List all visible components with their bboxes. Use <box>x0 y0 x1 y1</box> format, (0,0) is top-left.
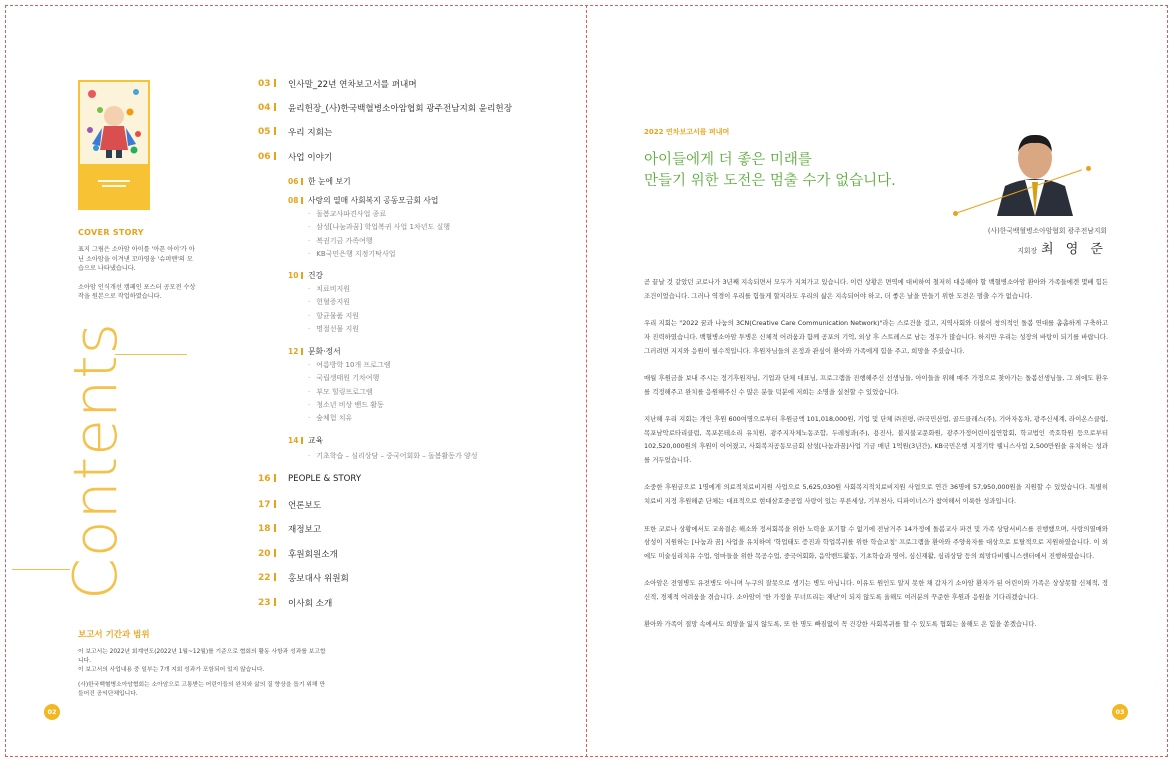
toc-label: 홍보대사 위원회 <box>288 574 349 584</box>
toc-subitem[interactable]: 06 한 눈에 보기 <box>288 177 351 186</box>
letter-paragraph: 또한 코로나 상황에서도 교육결손 해소와 정서회복을 위한 노력을 포기할 수 없기에 전남거주 14가정에 돌봄교사 파견 및 가족 상담서비스를 진행했으며, 사랑의열매와 삼성이 지원하는 [나눔과 꿈] 사업을 유치하여 '학업태도 증진과 학업복귀를 위한 학습코칭' 프로그램을 환아와 주양육자를 대상으로 토탈적으로 지원하였습니다. 이 외에도 미술심리치유 수업, 엄마들을 위한 목공수업, 중국어회화, 음악밴드활동, 기초학습과 영어, 심신재활, 심리상담 등의 희망다비웰니스센터에서 진행하였습니다. <box>644 524 1108 560</box>
page-number: 02 <box>44 704 60 720</box>
toc-bullet: · 국립생태원 기차여행 <box>308 372 390 385</box>
toc-label: 재정보고 <box>288 525 322 535</box>
decorative-dot <box>1086 166 1091 171</box>
report-period-title: 보고서 기간과 범위 <box>78 630 150 640</box>
toc-bullet: · KB국민은행 지정기탁사업 <box>308 248 450 261</box>
toc-bullet: · 복권기금 가족여행 <box>308 235 450 248</box>
letter-paragraph: 매월 후원금을 보내 주시는 정기후원자님, 기업과 단체 대표님, 프로그램을 진행해주신 선생님들, 아이들을 위해 매주 가정으로 찾아가는 돌봄선생님들, 그 외에도 환우를 걱정해주고 완치를 응원해주신 수 많은 분들 덕분에 저희는 소명을 실천할 수 있었습니다. <box>644 373 1108 396</box>
toc-subitem[interactable]: 08 사랑의 열매 사회복지 공동모금회 사업 <box>288 196 439 205</box>
toc-label: PEOPLE & STORY <box>288 474 362 484</box>
letter-paragraph: 환아와 가족이 절망 속에서도 희망을 잃지 않도록, 또 한 명도 빠짐없이 꼭 건강한 사회복귀를 할 수 있도록 협회는 올해도 온 힘을 쏟겠습니다. <box>644 620 1037 629</box>
toc-label: 이사회 소개 <box>288 599 333 609</box>
toc-bullet: · 삼성[나눔과꿈] 학업복귀 사업 1차년도 실행 <box>308 221 450 234</box>
toc-label: 윤리헌장_(사)한국백혈병소아암협회 광주전남지회 윤리헌장 <box>288 104 513 114</box>
toc-subitem[interactable]: 10 건강 <box>288 271 324 280</box>
cover-story-title: COVER STORY <box>78 228 144 237</box>
toc-bullet: · 부모 힐링프로그램 <box>308 386 390 399</box>
decorative-dot <box>953 211 958 216</box>
toc-sublabel: 한 눈에 보기 <box>308 177 351 186</box>
toc-subitem[interactable]: 12 문화·정서 <box>288 347 341 356</box>
letter-paragraph: 소중한 후원금으로 1명에게 의료적치료비지원 사업으로 5,625,030원 사회복지적치료비지원 사업으로 연간 36명에 57,950,000원을 지원할 수 있었습니다. 특별히 치료비 지정 후원해준 단체는 대표적으로 현대삼호중공업 사랑이 있는 푸른세상, 기부천사, 디파이너스가 참여해서 이룩한 성과입니다. <box>644 483 1108 506</box>
contents-heading: Contents <box>61 322 131 600</box>
toc-bullet: · 헌혈증지원 <box>308 296 359 309</box>
toc-label: 후원회원소개 <box>288 550 338 560</box>
toc-bullet: · 항균물품 지원 <box>308 310 359 323</box>
toc-bullet: · 돌봄교사파견사업 종료 <box>308 208 450 221</box>
toc-bullet: · 여름방학 10개 프로그램 <box>308 359 390 372</box>
toc-item[interactable]: 20 후원회원소개 <box>258 549 338 560</box>
toc-bullet-list <box>308 283 359 336</box>
toc-label: 언론보도 <box>288 501 322 511</box>
signer-name: 최 영 준 <box>1041 242 1107 257</box>
letter-paragraph: 곧 끝날 것 같았던 코로나가 3년째 지속되면서 모두가 지쳐가고 있습니다. 이런 상황은 면역에 대비하여 철저히 대응해야 할 백혈병소아암 환아와 가족들에겐 몇배 힘든 조건이었습니다. 그러나 역경이 우리를 힘들게 할지라도 우리의 삶은 지속되어야 하고, 더 좋은 날을 만들기 위한 도전은 멈출 수가 없습니다. <box>644 278 1108 300</box>
cover-thumbnail <box>78 80 150 210</box>
toc-item[interactable]: 17 언론보도 <box>258 500 322 511</box>
toc-item[interactable]: 16 PEOPLE & STORY <box>258 474 362 484</box>
page-number: 03 <box>1112 704 1128 720</box>
toc-sublabel: 문화·정서 <box>308 347 341 356</box>
toc-bullet: · 청소년 비상 밴드 활동 <box>308 399 390 412</box>
toc-item[interactable]: 05 우리 지회는 <box>258 127 333 138</box>
toc-item[interactable]: 18 재정보고 <box>258 524 322 535</box>
toc-item[interactable]: 03 인사말_22년 연차보고서를 펴내며 <box>258 79 417 90</box>
toc-item[interactable]: 04 윤리헌장_(사)한국백혈병소아암협회 광주전남지회 윤리헌장 <box>258 103 513 114</box>
toc-sublabel: 사랑의 열매 사회복지 공동모금회 사업 <box>308 196 439 205</box>
toc-item[interactable]: 06 사업 이야기 <box>258 152 333 163</box>
cover-story-text <box>78 245 198 311</box>
toc-bullet-list <box>308 450 478 463</box>
toc-subitem[interactable]: 14 교육 <box>288 436 324 445</box>
cover-story-paragraph: 소아암 인식개선 캠페인 포스터 공모전 수상작을 원본으로 작업하였습니다. <box>78 283 196 300</box>
toc-sublabel: 건강 <box>308 271 324 280</box>
signer <box>1017 238 1107 257</box>
report-period-text: 이 보고서는 2022년 회계연도(2022년 1월~12월)를 기준으로 협회의 활동 사항과 성과를 보고합니다. 이 보고서의 사업내용 중 일부는 7개 지회 성과가 포함되어 있지 않습니다. (사)한국백혈병소아암협회는 소아암으로 고통받는 어린이들의 완치와 삶의 질 향상을 돕기 위해 만들어진 공익단체입니다. <box>78 649 326 697</box>
toc-label: 우리 지회는 <box>288 128 333 138</box>
toc-item[interactable]: 22 홍보대사 위원회 <box>258 573 349 584</box>
toc-bullet-list <box>308 359 390 425</box>
toc-item[interactable]: 23 이사회 소개 <box>258 598 333 609</box>
letter-headline: 아이들에게 더 좋은 미래를 만들기 위한 도전은 멈출 수가 없습니다. <box>644 152 896 189</box>
letter-paragraph: 우리 지회는 "2022 꿈과 나눔의 3CN(Creative Care Communication Network)"라는 스로건을 걸고, 지역사회와 더불어 창의적인 돌봄 연대를 촘촘하게 구축하고자 진력하였습니다. 백혈병소아암 투병은 신체적 어려움과 함께 공포의 기억, 외상 후 스트레스로 남는 경우가 많습니다. 하지만 우리는 성장의 바탕이 되기를 바랍니다. 그러려면 지지와 응원이 필수적입니다. 후원자님들의 온정과 관심이 환아와 가족에게 힘을 주고, 희망을 주셨습니다. <box>644 319 1108 355</box>
toc-label: 사업 이야기 <box>288 153 333 163</box>
cover-story-paragraph: 표지 그림은 소아암 아이를 '아픈 아이'가 아닌 소아암을 이겨낸 꼬마영웅 '슈퍼맨'의 모습으로 나타냈습니다. <box>78 246 195 272</box>
letter-paragraph: 지난해 우리 지회는 개인 후원 600여명으로부터 후원금액 101,018,000원, 기업 및 단체 ㈜진평, ㈜국민산업, 골드클래스(주), 기아자동차, 광주신세계, 라이온스클럽, 목포남악로타리클럽, 목포몬테소리 유치원, 광주지자체노동조합, 두레청과(주), 용진사, 불지불교문화원, 광주가정어린이집연합회, 학교법인 죽호학원 등으로부터 102,520,000원의 후원이 이어졌고, 사회복지공동모금회 삼성[나눔과꿈]사업 기금 매년 1억원(3년간), KB국민은행 지정기탁 웰니스사업 2,500만원을 유치하는 성과를 거두었습니다. <box>644 414 1108 465</box>
toc-bullet: · 명절선물 지원 <box>308 323 359 336</box>
toc-sublabel: 교육 <box>308 436 324 445</box>
toc-bullet: · 기초학습 – 심리상담 – 중국어회화 – 돌봄활동가 양성 <box>308 450 478 463</box>
letter-kicker: 2022 연차보고서를 펴내며 <box>644 128 730 136</box>
toc-label: 인사말_22년 연차보고서를 펴내며 <box>288 80 417 90</box>
signer-organization: (사)한국백혈병소아암협회 광주전남지회 <box>987 227 1107 235</box>
toc-bullet: · 숲체험 치유 <box>308 412 390 425</box>
letter-paragraph: 소아암은 전염병도 유전병도 아니며 누구의 잘못으로 생기는 병도 아닙니다. 이유도 원인도 알지 못한 채 갑자기 소아암 환자가 된 어린이와 가족은 상상못할 신체적, 정신적, 경제적 어려움을 겪습니다. 소아암이 '한 가정을 무너뜨리는 재난'이 되지 않도록 올해도 여러분의 꾸준한 후원과 응원을 기다리겠습니다. <box>644 579 1108 602</box>
signer-title: 지회장 <box>1017 247 1038 255</box>
page-divider <box>586 5 587 757</box>
toc-bullet: · 치료비지원 <box>308 283 359 296</box>
letter-body <box>644 276 1108 646</box>
toc-bullet-list <box>308 208 450 261</box>
